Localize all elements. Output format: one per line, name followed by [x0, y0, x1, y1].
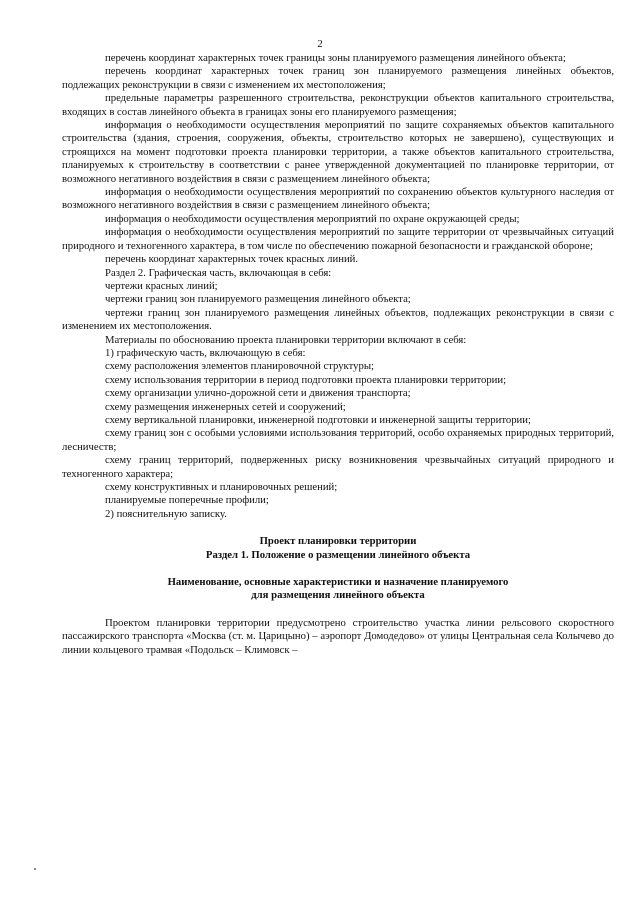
paragraph: схему расположения элементов планировочной структуры;	[105, 360, 374, 373]
document-body	[62, 52, 614, 657]
paragraph: схему конструктивных и планировочных решений;	[105, 481, 338, 493]
paragraph: схему границ зон с особыми условиями использования территорий, особо охраняемых природных территорий, лесничеств;	[62, 427, 614, 453]
paragraph: перечень координат характерных точек границы зоны планируемого размещения линейного объекта;	[105, 52, 566, 64]
paragraph: Материалы по обоснованию проекта планировки территории включают в себя:	[105, 333, 467, 346]
paragraph: информация о необходимости осуществления мероприятий по защите сохраняемых объектов капитального строительства (здания, строения, сооружения, объекты, строительство которых не завершено), существующих и строящихся на момент подготовки проекта планировки территории, а также объектов капитального строительства, планируемых к строительству в соответствии с ранее утвержденной документацией по планировке территории, от возможного негативного воздействия в связи с размещением линейного объекта;	[62, 119, 614, 185]
paragraph: информация о необходимости осуществления мероприятий по охране окружающей среды;	[105, 212, 520, 225]
paragraph: чертежи границ зон планируемого размещения линейных объектов, подлежащих реконструкции в связи с изменением их местоположения.	[62, 306, 614, 333]
paragraph: 2) пояснительную записку.	[105, 507, 227, 520]
paragraph: схему использования территории в период подготовки проекта планировки территории;	[105, 373, 507, 386]
paragraph: схему вертикальной планировки, инженерной подготовки и инженерной защиты территории;	[105, 413, 531, 426]
paragraph: схему размещения инженерных сетей и сооружений;	[105, 400, 346, 413]
paragraph: перечень координат характерных точек красных линий.	[105, 253, 359, 266]
paragraph: предельные параметры разрешенного строительства, реконструкции объектов капитального строительства, входящих в состав линейного объекта в границах зоны его планируемого размещения;	[62, 92, 614, 118]
scan-speck	[34, 868, 36, 870]
spacer	[62, 562, 614, 576]
section-subheading: Раздел 1. Положение о размещении линейного объекта	[205, 548, 471, 561]
paragraph: схему организации улично-дорожной сети и движения транспорта;	[105, 387, 411, 400]
paragraph: чертежи границ зон планируемого размещения линейного объекта;	[105, 293, 411, 306]
spacer	[62, 521, 614, 535]
paragraph: чертежи красных линий;	[105, 279, 218, 292]
paragraph: схему границ территорий, подверженных риску возникновения чрезвычайных ситуаций природного и техногенного характера;	[62, 454, 614, 480]
paragraph: Раздел 2. Графическая часть, включающая в себя:	[105, 266, 332, 279]
paragraph-final: Проектом планировки территории предусмотрено строительство участка линии рельсового скоростного пассажирского транспорта «Москва (ст. м. Царицыно) – аэропорт Домодедово» от улицы Центральная села Колычево до линии кольцевого трамвая «Подольск – Климовск –	[62, 616, 614, 656]
paragraph: информация о необходимости осуществления мероприятий по защите территории от чрезвычайных ситуаций природного и техногенного характера, в том числе по обеспечению пожарной безопасности и гражданской обороне;	[62, 226, 614, 252]
paragraph: планируемые поперечные профили;	[105, 494, 269, 507]
paragraph: информация о необходимости осуществления мероприятий по сохранению объектов культурного наследия от возможного негативного воздействия в связи с размещением линейного объекта;	[62, 186, 614, 212]
spacer	[62, 603, 614, 617]
subsection-heading-line-2: для размещения линейного объекта	[251, 589, 425, 602]
paragraph: перечень координат характерных точек границ зон планируемого размещения линейных объектов, подлежащих реконструкции в связи с изменением их местоположения;	[62, 65, 614, 91]
page-number: 2	[317, 38, 323, 50]
section-heading: Проект планировки территории	[259, 535, 417, 548]
paragraph: 1) графическую часть, включающую в себя:	[105, 346, 306, 359]
subsection-heading-line-1: Наименование, основные характеристики и назначение планируемого	[167, 576, 509, 589]
